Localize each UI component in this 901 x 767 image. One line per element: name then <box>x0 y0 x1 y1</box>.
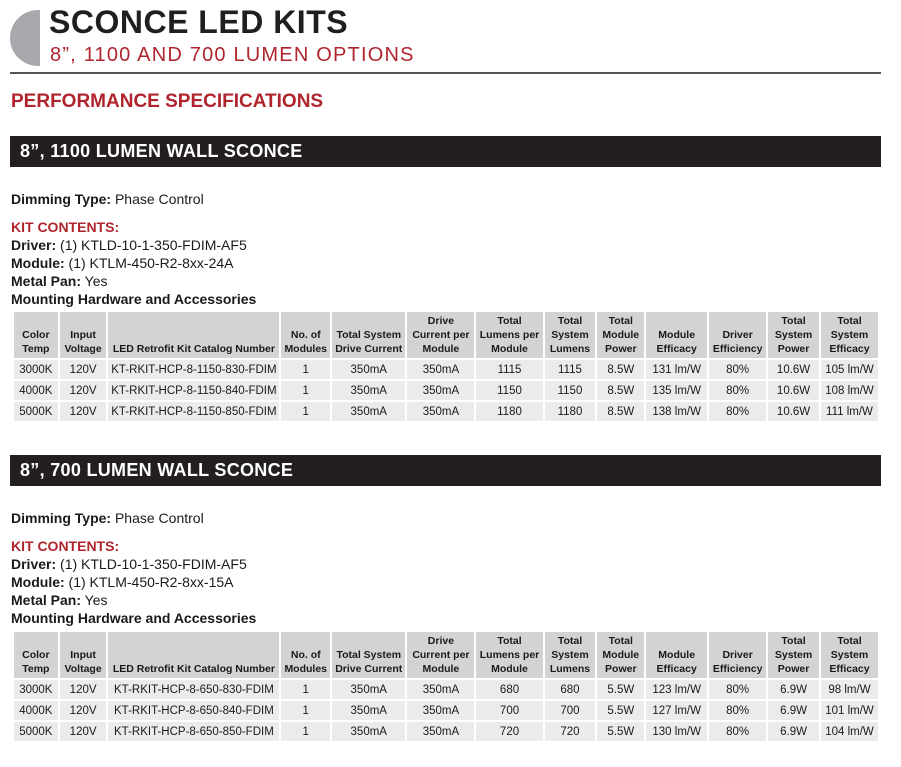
col-header: Total Lumens per Module <box>476 312 542 358</box>
table-row <box>14 701 878 720</box>
product-1100-hardware: Mounting Hardware and Accessories <box>11 291 257 307</box>
table-cell: 98 lm/W <box>821 680 878 699</box>
table-cell: 5000K <box>14 722 58 741</box>
product-700-driver: Driver: (1) KTLD-10-1-350-FDIM-AF5 <box>11 556 247 572</box>
table-cell: 120V <box>60 722 107 741</box>
table-cell: 350mA <box>332 722 405 741</box>
col-header: Driver Efficiency <box>709 312 766 358</box>
product-1100-module: Module: (1) KTLM-450-R2-8xx-24A <box>11 255 234 271</box>
table-row <box>14 680 878 699</box>
table-cell: 680 <box>545 680 596 699</box>
product-1100-spec-table <box>12 310 880 423</box>
table-row <box>14 360 878 379</box>
table-cell: 120V <box>60 680 107 699</box>
table-cell: 108 lm/W <box>821 381 878 400</box>
table-cell: 120V <box>60 701 107 720</box>
table-cell: 5.5W <box>597 701 644 720</box>
header-accent-tab <box>10 10 40 66</box>
table-cell: 6.9W <box>768 722 819 741</box>
table-cell: 120V <box>60 360 107 379</box>
col-header: Total Module Power <box>597 632 644 678</box>
col-header: Total System Lumens <box>545 312 596 358</box>
table-cell: 6.9W <box>768 701 819 720</box>
product-700-spec-table <box>12 630 880 743</box>
table-cell: 3000K <box>14 680 58 699</box>
table-cell: KT-RKIT-HCP-8-650-850-FDIM <box>108 722 279 741</box>
table-cell: 1115 <box>476 360 542 379</box>
product-1100-kit-contents: KIT CONTENTS: <box>11 219 120 235</box>
table-cell: 350mA <box>407 701 474 720</box>
table-cell: 138 lm/W <box>646 402 707 421</box>
table-cell: KT-RKIT-HCP-8-1150-850-FDIM <box>108 402 279 421</box>
table-cell: 350mA <box>407 402 474 421</box>
col-header: Total System Drive Current <box>332 312 405 358</box>
col-header: Driver Efficiency <box>709 632 766 678</box>
table-cell: 4000K <box>14 381 58 400</box>
col-header: Input Voltage <box>60 632 107 678</box>
col-header: Total System Efficacy <box>821 312 878 358</box>
table-cell: 700 <box>545 701 596 720</box>
table-cell: 350mA <box>332 680 405 699</box>
col-header: Total System Drive Current <box>332 632 405 678</box>
header-divider <box>10 72 881 74</box>
table-cell: 8.5W <box>597 360 644 379</box>
table-row <box>14 402 878 421</box>
table-cell: 1 <box>281 701 330 720</box>
table-cell: 80% <box>709 402 766 421</box>
table-cell: 350mA <box>407 680 474 699</box>
col-header: Color Temp <box>14 632 58 678</box>
table-cell: 1180 <box>476 402 542 421</box>
col-header: Total System Power <box>768 312 819 358</box>
table-cell: 8.5W <box>597 381 644 400</box>
table-cell: 10.6W <box>768 360 819 379</box>
table-cell: 5.5W <box>597 722 644 741</box>
table-cell: 131 lm/W <box>646 360 707 379</box>
col-header: Total Module Power <box>597 312 644 358</box>
col-header: Total System Lumens <box>545 632 596 678</box>
table-cell: KT-RKIT-HCP-8-1150-830-FDIM <box>108 360 279 379</box>
col-header: Color Temp <box>14 312 58 358</box>
table-header-row <box>14 312 878 358</box>
table-cell: 123 lm/W <box>646 680 707 699</box>
table-cell: 350mA <box>407 381 474 400</box>
section-title: PERFORMANCE SPECIFICATIONS <box>11 91 324 112</box>
table-cell: 1 <box>281 680 330 699</box>
table-cell: 720 <box>476 722 542 741</box>
table-cell: 1180 <box>545 402 596 421</box>
table-cell: 1150 <box>545 381 596 400</box>
table-cell: 350mA <box>332 360 405 379</box>
table-cell: 1 <box>281 722 330 741</box>
product-700-kit-contents: KIT CONTENTS: <box>11 538 120 554</box>
table-cell: 105 lm/W <box>821 360 878 379</box>
table-cell: 6.9W <box>768 680 819 699</box>
table-cell: 80% <box>709 701 766 720</box>
table-cell: 80% <box>709 680 766 699</box>
table-cell: 680 <box>476 680 542 699</box>
product-700-header-bar: 8”, 700 LUMEN WALL SCONCE <box>10 455 881 486</box>
table-cell: 10.6W <box>768 381 819 400</box>
table-cell: 80% <box>709 722 766 741</box>
table-cell: 350mA <box>332 701 405 720</box>
product-700-module: Module: (1) KTLM-450-R2-8xx-15A <box>11 574 234 590</box>
table-cell: 8.5W <box>597 402 644 421</box>
table-cell: 1 <box>281 381 330 400</box>
col-header: Drive Current per Module <box>407 312 474 358</box>
col-header: Total System Power <box>768 632 819 678</box>
table-cell: KT-RKIT-HCP-8-650-840-FDIM <box>108 701 279 720</box>
col-header: No. of Modules <box>281 632 330 678</box>
product-700-hardware: Mounting Hardware and Accessories <box>11 610 257 626</box>
col-header: Module Efficacy <box>646 632 707 678</box>
col-header: LED Retrofit Kit Catalog Number <box>108 632 279 678</box>
table-row <box>14 381 878 400</box>
page-title: SCONCE LED KITS <box>49 4 349 40</box>
table-cell: 1115 <box>545 360 596 379</box>
table-cell: 127 lm/W <box>646 701 707 720</box>
product-1100-driver: Driver: (1) KTLD-10-1-350-FDIM-AF5 <box>11 237 247 253</box>
table-cell: 135 lm/W <box>646 381 707 400</box>
col-header: LED Retrofit Kit Catalog Number <box>108 312 279 358</box>
table-cell: 350mA <box>407 722 474 741</box>
table-cell: 700 <box>476 701 542 720</box>
col-header: No. of Modules <box>281 312 330 358</box>
table-cell: 130 lm/W <box>646 722 707 741</box>
table-cell: 5000K <box>14 402 58 421</box>
col-header: Drive Current per Module <box>407 632 474 678</box>
table-cell: 350mA <box>332 381 405 400</box>
table-cell: 720 <box>545 722 596 741</box>
table-cell: 80% <box>709 381 766 400</box>
table-cell: 101 lm/W <box>821 701 878 720</box>
table-cell: 80% <box>709 360 766 379</box>
table-cell: 120V <box>60 381 107 400</box>
table-cell: KT-RKIT-HCP-8-1150-840-FDIM <box>108 381 279 400</box>
product-1100-header-bar: 8”, 1100 LUMEN WALL SCONCE <box>10 136 881 167</box>
table-cell: KT-RKIT-HCP-8-650-830-FDIM <box>108 680 279 699</box>
product-700-dimming: Dimming Type: Phase Control <box>11 510 204 526</box>
table-cell: 350mA <box>332 402 405 421</box>
table-cell: 4000K <box>14 701 58 720</box>
table-cell: 120V <box>60 402 107 421</box>
table-cell: 10.6W <box>768 402 819 421</box>
col-header: Module Efficacy <box>646 312 707 358</box>
product-1100-dimming: Dimming Type: Phase Control <box>11 191 204 207</box>
table-cell: 1 <box>281 402 330 421</box>
table-cell: 104 lm/W <box>821 722 878 741</box>
table-cell: 3000K <box>14 360 58 379</box>
col-header: Total Lumens per Module <box>476 632 542 678</box>
page-subtitle: 8”, 1100 AND 700 LUMEN OPTIONS <box>50 44 415 66</box>
col-header: Input Voltage <box>60 312 107 358</box>
product-1100-metal-pan: Metal Pan: Yes <box>11 273 108 289</box>
table-cell: 1 <box>281 360 330 379</box>
col-header: Total System Efficacy <box>821 632 878 678</box>
table-row <box>14 722 878 741</box>
table-header-row <box>14 632 878 678</box>
table-cell: 350mA <box>407 360 474 379</box>
table-cell: 5.5W <box>597 680 644 699</box>
product-700-metal-pan: Metal Pan: Yes <box>11 592 108 608</box>
table-cell: 1150 <box>476 381 542 400</box>
table-cell: 111 lm/W <box>821 402 878 421</box>
